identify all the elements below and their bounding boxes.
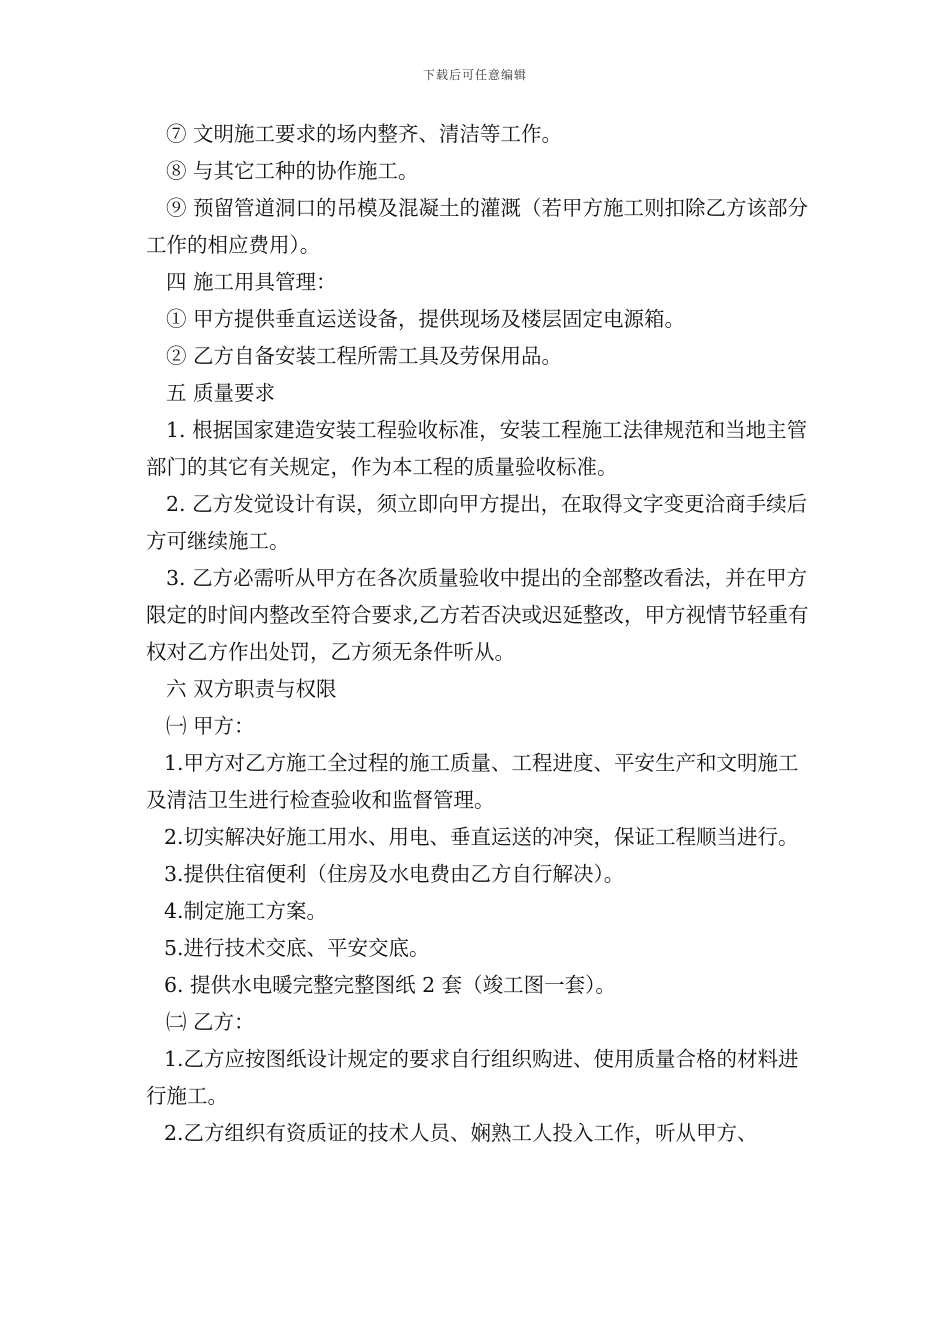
paragraph-quality-1: 1. 根据国家建造安装工程验收标准，安装工程施工法律规范和当地主管部门的其它有关规定，作为本工程的质量验收标准。 [146, 418, 808, 479]
paragraph-tools-1: ① 甲方提供垂直运送设备，提供现场及楼层固定电源箱。 [166, 307, 686, 331]
paragraph-party-a-5: 5.进行技术交底、平安交底。 [164, 936, 430, 960]
paragraph-party-b-1: 1.乙方应按图纸设计规定的要求自行组织购进、使用质量合格的材料进行施工。 [146, 1047, 799, 1108]
paragraph-item-8: ⑧ 与其它工种的协作施工。 [166, 159, 419, 183]
paragraph-quality-3: 3. 乙方必需听从甲方在各次质量验收中提出的全部整改看法，并在甲方限定的时间内整改至符合要求,乙方若否决或迟延整改，甲方视情节轻重有权对乙方作出处罚，乙方须无条件听从。 [146, 566, 809, 664]
paragraph-party-a-3: 3.提供住宿便利（住房及水电费由乙方自行解决）。 [164, 862, 625, 886]
paragraph-party-a-2: 2.切实解决好施工用水、用电、垂直运送的冲突，保证工程顺当进行。 [164, 825, 799, 849]
paragraph-tools-2: ② 乙方自备安装工程所需工具及劳保用品。 [166, 344, 563, 368]
paragraph-party-a-4: 4.制定施工方案。 [164, 899, 328, 923]
section-heading-5: 五 质量要求 [166, 381, 276, 405]
paragraph-item-9: ⑨ 预留管道洞口的吊模及混凝土的灌溉（若甲方施工则扣除乙方该部分工作的相应费用）。 [146, 196, 809, 257]
paragraph-quality-2: 2. 乙方发觉设计有误，须立即向甲方提出，在取得文字变更洽商手续后方可继续施工。 [146, 492, 808, 553]
paragraph-party-a-1: 1.甲方对乙方施工全过程的施工质量、工程进度、平安生产和文明施工及清洁卫生进行检查验收和监督管理。 [146, 751, 799, 812]
subsection-party-a: ㈠ 甲方： [166, 714, 255, 738]
paragraph-party-a-6: 6. 提供水电暖完整完整图纸 2 套（竣工图一套）。 [164, 973, 616, 997]
section-heading-4: 四 施工用具管理： [166, 270, 337, 294]
paragraph-party-b-2: 2.乙方组织有资质证的技术人员、娴熟工人投入工作，听从甲方、 [164, 1121, 758, 1145]
section-heading-6: 六 双方职责与权限 [166, 677, 337, 701]
page-header: 下载后可任意编辑 [422, 68, 527, 82]
paragraph-item-7: ⑦ 文明施工要求的场内整齐、清洁等工作。 [166, 122, 563, 146]
subsection-party-b: ㈡ 乙方： [166, 1010, 255, 1034]
document-body [146, 116, 810, 1152]
